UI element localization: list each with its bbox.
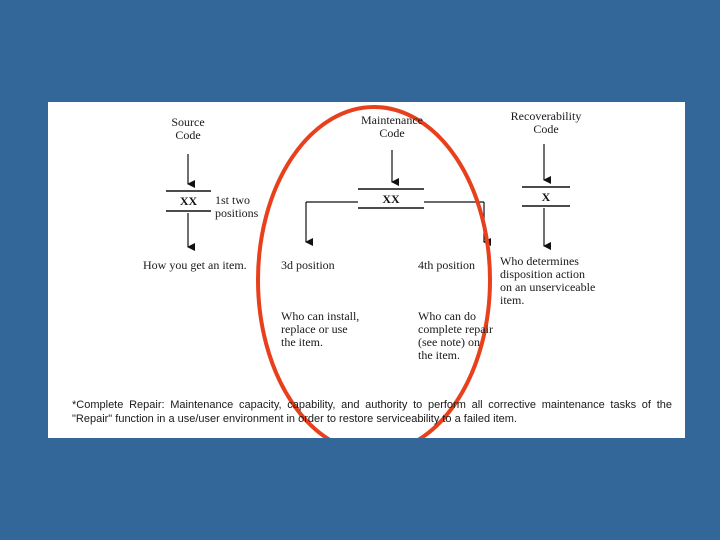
third-position-label: 3d position — [281, 258, 335, 272]
maintenance-code-value: XX — [382, 192, 400, 206]
recoverability-code-meaning: Who determines disposition action on an unserviceable item. — [500, 254, 596, 307]
source-position-note: 1st two positions — [215, 193, 259, 220]
recoverability-code-value: X — [541, 190, 551, 204]
maintenance-code-title: Maintenance Code — [361, 113, 423, 140]
fourth-position-desc: Who can do complete repair (see note) on the item. — [418, 309, 493, 362]
source-code-meaning: How you get an item. — [143, 258, 247, 272]
third-position-desc: Who can install, replace or use the item. — [281, 309, 360, 349]
complete-repair-footnote: *Complete Repair: Maintenance capacity, capability, and authority to perform all corrective maintenance tasks of the "Repair" function in a use/user environment in order to restore serviceability to a failed item. — [72, 399, 672, 425]
fourth-position-label: 4th position — [418, 258, 476, 272]
source-code-value: XX — [179, 194, 198, 208]
smr-code-figure — [48, 102, 685, 438]
highlight-ellipse — [258, 107, 490, 438]
source-code-title: Source Code — [171, 115, 205, 142]
recoverability-code-title: Recoverability Code — [510, 109, 582, 136]
